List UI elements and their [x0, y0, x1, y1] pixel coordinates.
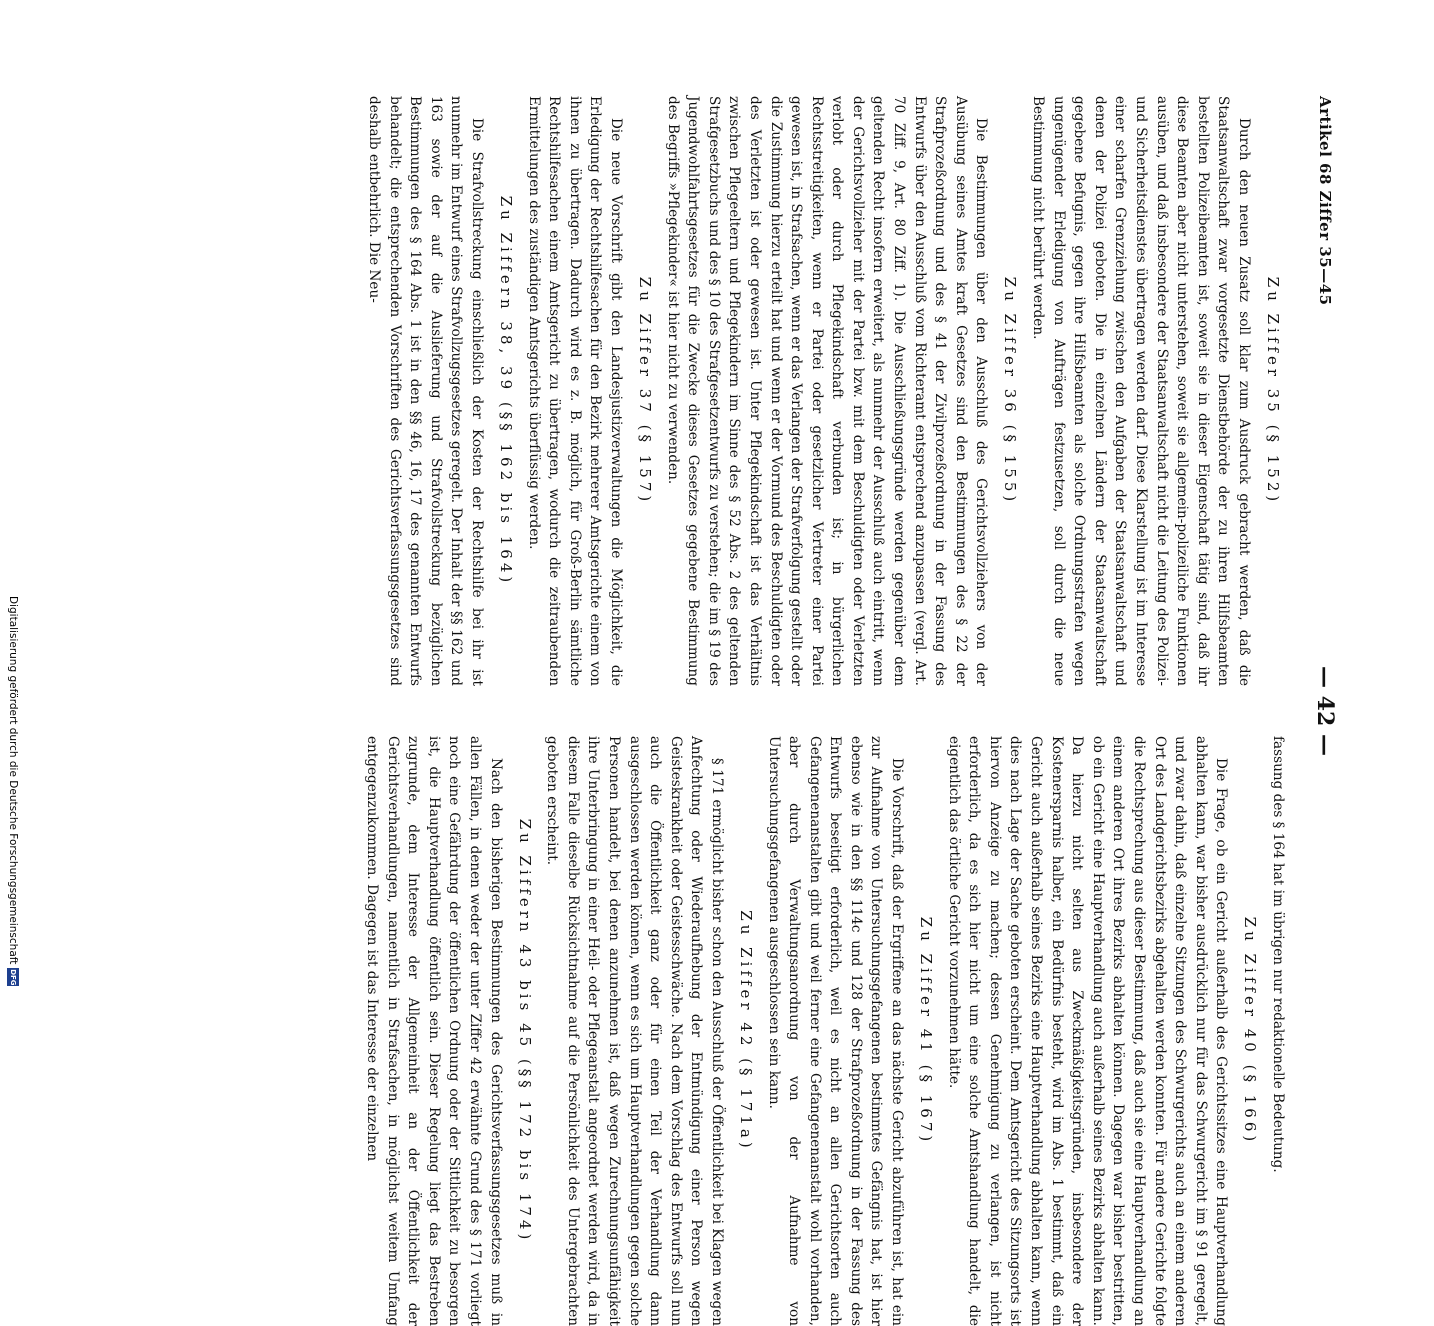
dfg-logo-icon: DFG	[9, 969, 17, 986]
section-heading: Zu Ziffer 42 (§ 171a)	[736, 910, 755, 1152]
printed-page	[364, 96, 1340, 1326]
body-paragraph: § 171 ermöglicht bisher schon den Ausschluß der Öffentlichkeit bei Klagen wegen Anfechtung oder Wiederaufhebung der Entmündigung einer Person wegen Geisteskrankheit oder Geistesschwäche. Nach dem Vorschlag des Entwurfs soll nun auch die Öffentlichkeit ganz oder für einen Teil der Verhandlung dann ausgeschlossen werden können, wenn es sich um Hauptverhandlungen gegen solche Personen handelt, bei denen anzunehmen ist, daß wegen Zurechnungsunfähigkeit ihre Unterbringung in einer Heil- oder Pflegeanstalt angeordnet werden wird, da in diesem Falle dieselbe Rücksichtnahme auf die Persönlichkeit des Untergebrachten geboten erscheint.	[544, 736, 725, 1326]
section-heading: Zu Ziffer 35 (§ 152)	[1264, 276, 1282, 506]
running-head	[1300, 96, 1340, 1326]
left-text-column	[366, 96, 1288, 686]
section-heading: Zu Ziffer 40 (§ 166)	[1241, 916, 1260, 1146]
body-paragraph: fassung des § 164 hat im übrigen nur redaktionelle Bedeutung.	[1270, 736, 1286, 1173]
body-paragraph: Nach den bisherigen Bestimmungen des Gerichtsverfassungsgesetzes muß in allen Fällen, in denen weder der unter Ziffer 42 erwähnte Grund des § 171 vorliegt noch eine Gefährdung der öffentlichen Ordnung oder der Sittlichkeit zu besorgen ist, die Hauptverhandlung öffentlich sein. Dieser Regelung liegt das Bestreben zugrunde, dem Interesse der Allgemeinheit an der Öffentlichkeit der Gerichtsverhandlungen, namentlich in Strafsachen, in möglichst weitem Umfang entgegenzukommen. Dagegen ist das Interesse der einzelnen	[364, 736, 504, 1326]
digitization-credit	[2, 596, 24, 996]
right-text-column	[364, 736, 1288, 1326]
body-paragraph: Die Frage, ob ein Gericht außerhalb des Gerichtssitzes eine Hauptverhandlung abhalten kann, war bisher ausdrücklich nur für das Schwurgericht im § 91 geregelt, und zwar dahin, daß einzelne Sitzungen des Schwurgerichts auch an einem anderen Ort des Landgerichtsbezirks abgehalten werden konnten. Für andere Gerichte folgte die Rechtsprechung aus dieser Bestimmung, daß auch sie eine Hauptverhandlung an einem anderen Ort ihres Bezirks abhalten können. Dagegen war bisher bestritten, ob ein Gericht eine Hauptverhandlung auch außerhalb seines Bezirks abhalten kann. Da hierzu nicht selten aus Zweckmäßigkeitsgründen, insbesondere der Kostenersparnis halber, ein Bedürfnis besteht, wird im Abs. 1 bestimmt, daß ein Gericht auch außerhalb seines Bezirks eine Hauptverhandlung abhalten kann, wenn dies nach Lage der Sache geboten erscheint. Dem Amtsgericht des Sitzungsorts ist hiervon Anzeige zu machen; dessen Genehmigung zu verlangen, ist nicht erforderlich, da es sich hier nicht um eine solche Amtshandlung handelt, die eigentlich das örtliche Gericht vorzunehmen hätte.	[945, 736, 1230, 1326]
body-paragraph: Die Strafvollstreckung einschließlich der Kosten der Rechtshilfe bei ihr ist nunmehr im Entwurf eines Strafvollzugsgesetzes geregelt. Der Inhalt der §§ 162 und 163 sowie der auf die Auslieferung und Strafvollstreckung bezüglichen Bestimmungen des § 164 Abs. 1 ist in den §§ 46, 16, 17 des genannten Entwurfs behandelt; die entsprechenden Vorschriften des Gerichtsverfassungsgesetzes sind deshalb entbehrlich. Die Neu-	[366, 96, 485, 686]
body-paragraph: Die neue Vorschrift gibt den Landesjustizverwaltungen die Möglichkeit, die Erledigung der Rechtshilfesachen für den Bezirk mehrerer Amtsgerichte einem von ihnen zu übertragen. Dadurch wird es z. B. möglich, für Groß-Berlin sämtliche Rechtshilfesachen einem Amtsgericht zu übertragen, wodurch die zeitraubenden Ermittelungen des zuständigen Amtsgerichts überflüssig werden.	[525, 96, 624, 686]
section-heading: Zu Ziffer 41 (§ 167)	[917, 916, 936, 1146]
credit-text: Digitalisierung gefördert durch die Deutsche Forschungsgemeinschaft	[7, 596, 19, 965]
body-paragraph: Die Vorschrift, daß der Ergriffene an das nächste Gericht abzuführen ist, hat ein zur Aufnahme von Untersuchungsgefangenen bestimmtes Gefängnis hat, ist hier ebenso wie in den §§ 114c und 128 der Strafprozeßordnung in der Fassung des Entwurfs beseitigt erforderlich, weil es nicht an allen Gerichtsorten auch Gefangenenanstalten gibt und weil ferner eine Gefangenenanstalt wohl vorhanden, aber durch Verwaltungsanordnung von der Aufnahme von Untersuchungsgefangenen ausgeschlossen sein kann.	[765, 736, 906, 1326]
section-heading: Zu Ziffer 36 (§ 155)	[1001, 276, 1020, 506]
section-heading: Zu Ziffern 38, 39 (§§ 162 bis 164)	[497, 195, 515, 587]
running-head-title: Artikel 68 Ziffer 35—45	[1316, 96, 1334, 306]
section-heading: Zu Ziffer 37 (§ 157)	[635, 276, 654, 506]
body-paragraph: Die Bestimmungen über den Ausschluß des Gerichtsvollziehers von der Ausübung seines Amtes kraft Gesetzes sind den Bestimmungen des § 22 der Strafprozeßordnung und des § 41 der Zivilprozeßordnung in der Fassung des Entwurfs über den Ausschluß vom Richteramt entsprechend anzupassen (vergl. Art. 70 Ziff. 9, Art. 80 Ziff. 1). Die Ausschließungsgründe werden gegenüber dem geltenden Recht insofern erweitert, als nunmehr der Ausschluß auch eintritt, wenn der Gerichtsvollzieher mit der Partei bzw. mit dem Beschuldigten oder Verletzten verlobt oder durch Pflegekindschaft verbunden ist; in bürgerlichen Rechtsstreitigkeiten, wenn er Partei oder gesetzlicher Vertreter einer Partei gewesen ist, in Strafsachen, wenn er das Verlangen der Strafverfolgung gestellt oder die Zustimmung hierzu erteilt hat und wenn er der Vormund des Beschuldigten oder des Verletzten ist oder gewesen ist. Unter Pflegekindschaft ist das Verhältnis zwischen Pflegeeltern und Pflegekindern im Sinne des § 52 Abs. 2 des geltenden Strafgesetzbuchs und des § 10 des Strafgesetzentwurfs zu verstehen; die im § 19 des Jugendwohlfahrtsgesetzes für die Zwecke dieses Gesetzes gegebene Bestimmung des Begriffs »Pflegekinder« ist hier nicht zu verwenden.	[664, 96, 990, 686]
page-number: — 42 —	[1312, 666, 1338, 756]
section-heading: Zu Ziffern 43 bis 45 (§§ 172 bis 174)	[515, 818, 534, 1244]
body-paragraph: Durch den neuen Zusatz soll klar zum Ausdruck gebracht werden, daß die Staatsanwaltschaft zwar vorgesetzte Dienstbehörde der zu ihren Hilfsbeamten bestellten Polizeibeamten ist, soweit sie in dieser Eigenschaft tätig sind, daß ihr diese Beamten aber nicht unterstehen, soweit sie allgemein-polizeiliche Funktionen ausüben, und daß insbesondere der Staatsanwaltschaft nicht die Leitung des Polizei- und Sicherheitsdienstes übertragen werden darf. Diese Klarstellung ist im Interesse einer scharfen Grenzziehung zwischen den Aufgaben der Staatsanwaltschaft und denen der Polizei geboten. Die in einzelnen Ländern der Staatsanwaltschaft gegebene Befugnis, gegen ihre Hilfsbeamten als solche Ordnungsstrafen wegen ungenügender Erledigung von Aufträgen festzusetzen, soll durch die neue Bestimmung nicht berührt werden.	[1030, 96, 1252, 686]
